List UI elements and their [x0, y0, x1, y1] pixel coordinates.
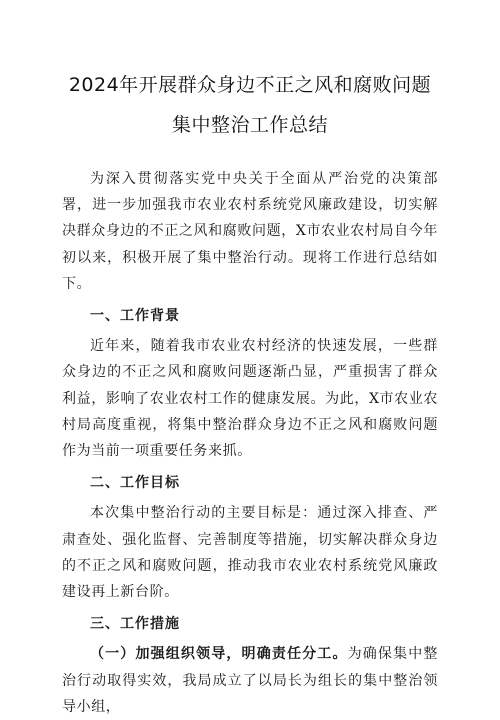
document-body — [62, 166, 438, 720]
intro-paragraph: 为深入贯彻落实党中央关于全面从严治党的决策部署，进一步加强我市农业农村系统党风廉政建设，切实解决群众身边的不正之风和腐败问题，X市农业农村局自今年初以来，积极开展了集中整治行动。现将工作进行总结如下。 — [62, 171, 438, 292]
section-heading-background: 一、工作背景 — [90, 308, 180, 325]
section-heading-goals: 二、工作目标 — [90, 475, 180, 492]
subsection-lead: （一）加强组织领导，明确责任分工。 — [90, 646, 348, 663]
subsection-text: 为确保集中整治行动取得实效，我局成立了以局长为组长的集中整治领导小组， — [62, 646, 438, 715]
section-text-background: 近年来，随着我市农业农村经济的快速发展，一些群众身边的不正之风和腐败问题逐渐凸显，严重损害了群众利益，影响了农业农村工作的健康发展。为此，X市农业农村局高度重视，将集中整治群众身边不正之风和腐败问题作为当前一项重要任务来抓。 — [62, 338, 438, 460]
document-title-line-1: 2024年开展群众身边不正之风和腐败问题 — [68, 74, 432, 96]
section-text-measures — [62, 641, 438, 720]
document-title-line-2: 集中整治工作总结 — [171, 114, 328, 136]
section-text-goals: 本次集中整治行动的主要目标是：通过深入排查、严肃查处、强化监督、完善制度等措施，切实解决群众身边的不正之风和腐败问题，推动我市农业农村系统党风廉政建设再上新台阶。 — [62, 505, 438, 601]
section-heading-measures: 三、工作措施 — [90, 616, 180, 633]
